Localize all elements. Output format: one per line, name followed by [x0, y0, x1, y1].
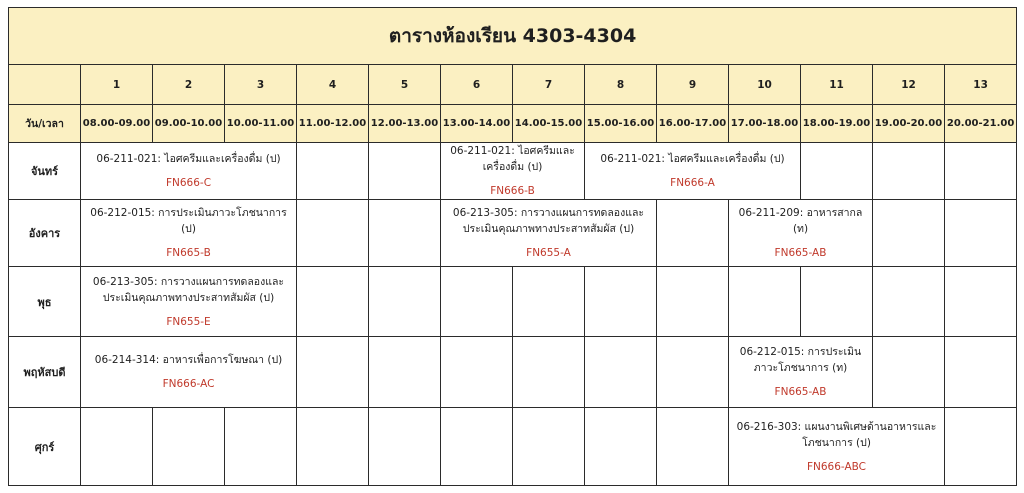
empty-cell	[369, 200, 441, 267]
empty-cell	[297, 200, 369, 267]
time-slot: 18.00-19.00	[801, 105, 873, 143]
period-number: 9	[657, 65, 729, 105]
course-cell	[441, 200, 657, 267]
empty-cell	[441, 408, 513, 486]
time-slot: 10.00-11.00	[225, 105, 297, 143]
empty-cell	[801, 143, 873, 200]
room-code: FN666-B	[490, 185, 535, 197]
empty-cell	[441, 267, 513, 337]
time-row	[9, 105, 1017, 143]
time-slot: 15.00-16.00	[585, 105, 657, 143]
timetable	[8, 7, 1017, 486]
period-number: 6	[441, 65, 513, 105]
empty-cell	[297, 337, 369, 408]
empty-cell	[153, 408, 225, 486]
time-slot: 11.00-12.00	[297, 105, 369, 143]
empty-cell	[81, 408, 153, 486]
course-name: 06-212-015: การประเมินภาวะโภชนาการ (ท)	[739, 346, 862, 374]
course-cell	[729, 408, 945, 486]
day-row-wednesday	[9, 267, 1017, 337]
time-slot: 14.00-15.00	[513, 105, 585, 143]
day-label: ศุกร์	[9, 408, 81, 486]
course-cell	[81, 200, 297, 267]
room-code: FN655-E	[166, 315, 211, 328]
room-code: FN655-A	[526, 247, 571, 259]
period-number-row	[9, 65, 1017, 105]
period-number: 5	[369, 65, 441, 105]
empty-cell	[945, 337, 1017, 408]
time-slot: 12.00-13.00	[369, 105, 441, 143]
course-name: 06-213-305: การวางแผนการทดลองและประเมินคุณภาพทางประสาทสัมผัส (ป)	[452, 207, 645, 235]
course-name: 06-214-314: อาหารเพื่อการโฆษณา (ป)	[94, 354, 283, 366]
course-cell	[81, 337, 297, 408]
empty-cell	[873, 337, 945, 408]
empty-cell	[513, 408, 585, 486]
empty-cell	[873, 200, 945, 267]
day-row-thursday	[9, 337, 1017, 408]
empty-cell	[297, 143, 369, 200]
empty-cell	[585, 267, 657, 337]
empty-cell	[513, 267, 585, 337]
empty-cell	[297, 408, 369, 486]
empty-cell	[729, 267, 801, 337]
day-label: พุธ	[9, 267, 81, 337]
course-cell	[441, 143, 585, 200]
day-row-tuesday	[9, 200, 1017, 267]
period-number: 7	[513, 65, 585, 105]
empty-cell	[513, 337, 585, 408]
empty-cell	[657, 200, 729, 267]
period-number: 2	[153, 65, 225, 105]
empty-cell	[369, 408, 441, 486]
course-cell	[729, 200, 873, 267]
period-number: 1	[81, 65, 153, 105]
empty-cell	[441, 337, 513, 408]
day-time-label: วัน/เวลา	[9, 105, 81, 143]
time-slot: 19.00-20.00	[873, 105, 945, 143]
period-number: 8	[585, 65, 657, 105]
course-name: 06-211-021: ไอศครีมและเครื่องดื่ม (ป)	[600, 153, 785, 165]
empty-cell	[945, 267, 1017, 337]
day-row-friday	[9, 408, 1017, 486]
empty-cell	[369, 337, 441, 408]
room-code: FN666-ABC	[806, 460, 867, 473]
room-code: FN666-AC	[162, 378, 215, 390]
period-number: 11	[801, 65, 873, 105]
room-code: FN665-B	[166, 247, 211, 259]
empty-cell	[657, 337, 729, 408]
time-slot: 17.00-18.00	[729, 105, 801, 143]
empty-cell	[801, 267, 873, 337]
timetable-title: ตารางห้องเรียน 4303-4304	[9, 8, 1017, 65]
empty-cell	[369, 143, 441, 200]
room-code: FN666-A	[670, 177, 715, 189]
time-slot: 20.00-21.00	[945, 105, 1017, 143]
empty-cell	[657, 408, 729, 486]
time-slot: 13.00-14.00	[441, 105, 513, 143]
day-label: อังคาร	[9, 200, 81, 267]
empty-cell	[945, 200, 1017, 267]
period-number: 4	[297, 65, 369, 105]
time-slot: 09.00-10.00	[153, 105, 225, 143]
time-slot: 08.00-09.00	[81, 105, 153, 143]
period-number: 10	[729, 65, 801, 105]
period-number: 3	[225, 65, 297, 105]
course-cell	[81, 143, 297, 200]
course-name: 06-213-305: การวางแผนการทดลองและประเมินคุณภาพทางประสาทสัมผัส (ป)	[92, 275, 285, 304]
period-number: 12	[873, 65, 945, 105]
empty-cell	[945, 408, 1017, 486]
empty-cell	[873, 143, 945, 200]
course-name: 06-216-303: แผนงานพิเศษด้านอาหารและโภชนาการ (ป)	[736, 420, 937, 449]
course-name: 06-211-209: อาหารสากล (ท)	[738, 207, 863, 235]
corner-cell	[9, 65, 81, 105]
room-code: FN665-AB	[774, 386, 827, 398]
empty-cell	[585, 408, 657, 486]
title-row	[9, 8, 1017, 65]
day-label: จันทร์	[9, 143, 81, 200]
course-name: 06-211-021: ไอศครีมและเครื่องดื่ม (ป)	[96, 153, 281, 165]
course-cell	[81, 267, 297, 337]
empty-cell	[945, 143, 1017, 200]
empty-cell	[369, 267, 441, 337]
time-slot: 16.00-17.00	[657, 105, 729, 143]
empty-cell	[297, 267, 369, 337]
course-name: 06-212-015: การประเมินภาวะโภชนาการ (ป)	[90, 207, 287, 235]
day-label: พฤหัสบดี	[9, 337, 81, 408]
empty-cell	[585, 337, 657, 408]
period-number: 13	[945, 65, 1017, 105]
empty-cell	[657, 267, 729, 337]
empty-cell	[225, 408, 297, 486]
course-cell	[585, 143, 801, 200]
course-name: 06-211-021: ไอศครีมและเครื่องดื่ม (ป)	[450, 145, 575, 173]
day-row-monday	[9, 143, 1017, 200]
room-code: FN666-C	[165, 177, 212, 189]
room-code: FN665-AB	[774, 247, 827, 259]
course-cell	[729, 337, 873, 408]
empty-cell	[873, 267, 945, 337]
